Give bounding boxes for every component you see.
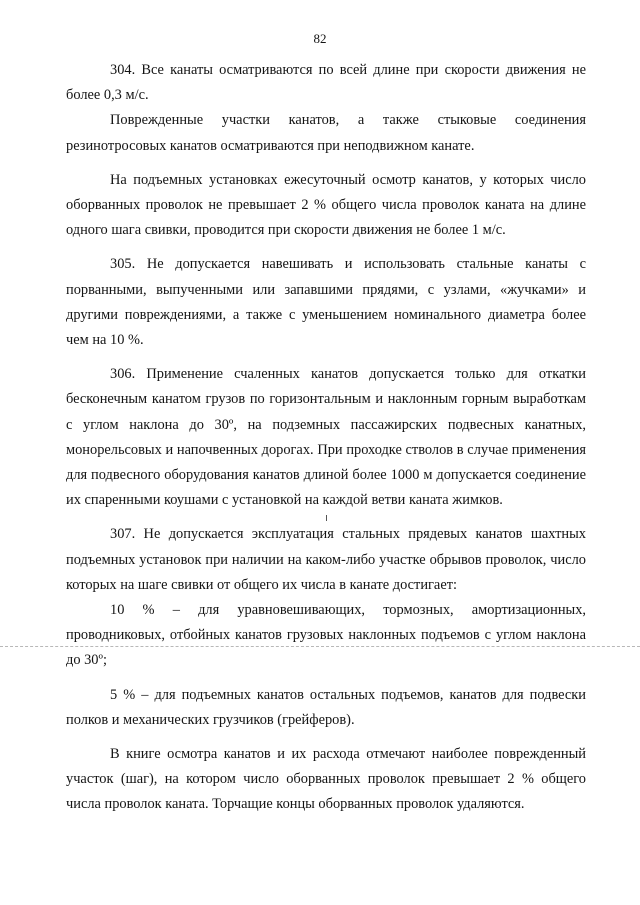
paragraph-304-damaged-sections: Поврежденные участки канатов, а также стыковые соединения резинотросовых канатов осматриваются при неподвижном канате. (66, 112, 586, 154)
paragraph-306: 306. Применение счаленных канатов допускается только для откатки бесконечным канатом грузов по горизонтальным и наклонным горным выработкам с углом наклона до 30º, на подземных пассажирских подвесных канатных, монорельсовых и напочвенных дорогах. При проходке стволов в случае применения для подвесного оборудования канатов длиной более 1000 м допускается соединение их спаренными коушами с установкой на каждой ветви каната жимков. (66, 366, 586, 509)
paragraph-304-daily-inspection: На подъемных установках ежесуточный осмотр канатов, у которых число оборванных проволок не превышает 2 % общего числа проволок каната на длине одного шага свивки, проводится при скорости движения не более 1 м/с. (66, 171, 586, 239)
paragraph-307-ten-percent: 10 % – для уравновешивающих, тормозных, амортизационных, проводниковых, отбойных канатов грузовых наклонных подъемов с углом наклона до 30º; (66, 602, 586, 669)
paragraph-305: 305. Не допускается навешивать и использовать стальные канаты с порванными, выпученными или запавшими прядями, с узлами, «жучками» и другими повреждениями, а также с уменьшением номинального диаметра более чем на 10 %. (66, 256, 586, 349)
page-number: 82 (313, 31, 327, 46)
paragraph-304: 304. Все канаты осматриваются по всей длине при скорости движения не более 0,3 м/с. (66, 62, 586, 104)
paragraph-307-five-percent: 5 % – для подъемных канатов остальных подъемов, канатов для подвески полков и механических грузчиков (грейферов). (66, 686, 586, 728)
paragraph-inspection-book: В книге осмотра канатов и их расхода отмечают наиболее поврежденный участок (шаг), на котором число оборванных проволок превышает 2 % общего числа проволок каната. Торчащие концы оборванных проволок удаляются. (66, 746, 586, 813)
document-body (66, 58, 586, 827)
paragraph-307: 307. Не допускается эксплуатация стальных прядевых канатов шахтных подъемных установок при наличии на каком-либо участке обрывов проволок, число которых на шаге свивки от общего их числа в канате достигает: (66, 526, 586, 593)
